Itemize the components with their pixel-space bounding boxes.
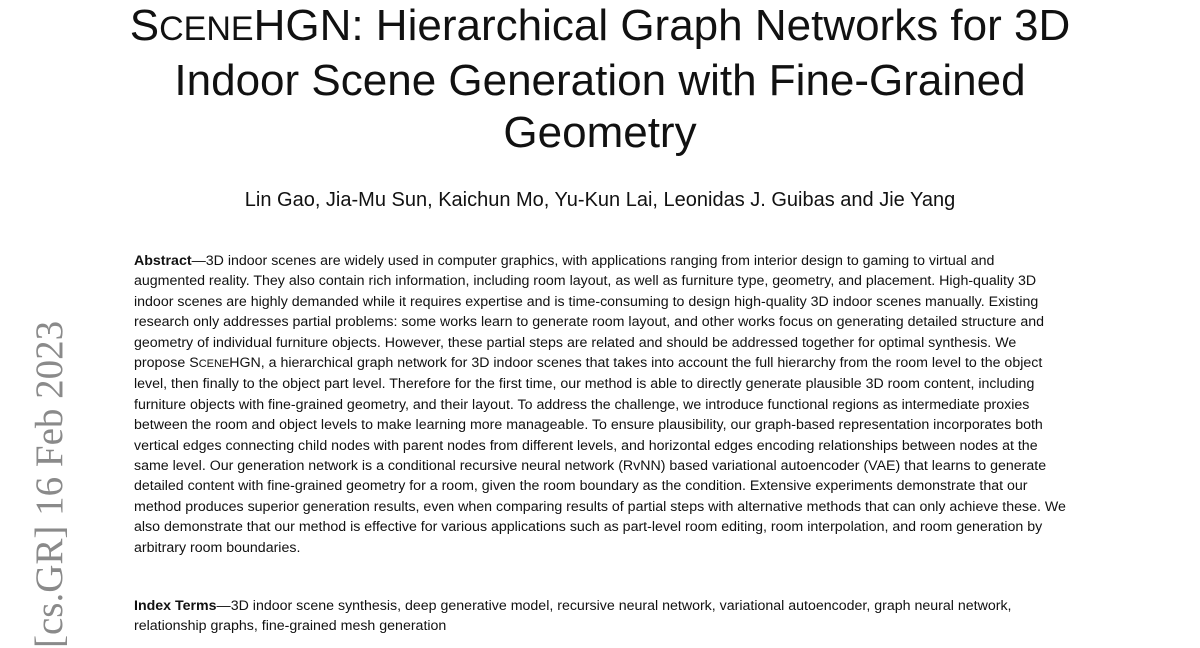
author-list: Lin Gao, Jia-Mu Sun, Kaichun Mo, Yu-Kun Lai, Leonidas J. Guibas and Jie Yang bbox=[244, 189, 956, 211]
abstract-text-part1: 3D indoor scenes are widely used in computer graphics, with applications ranging from interior design to gaming to virtual and augmented reality. They also contain rich information, including room layout, as well as furniture type, geometry, and placement. High-quality 3D indoor scenes are highly demanded while it requires expertise and is time-consuming to design high-quality 3D indoor scenes manually. Existing research only addresses partial problems: some works learn to generate room layout, and other works focus on generating detailed structure and geometry of individual furniture objects. However, these partial steps are related and should be addressed together for optimal synthesis. We propose bbox=[134, 253, 1045, 372]
abstract-method-initial: S bbox=[189, 355, 199, 372]
abstract-dash: — bbox=[191, 253, 206, 269]
index-terms-label: Index Terms bbox=[134, 598, 217, 614]
index-terms-text: 3D indoor scene synthesis, deep generative model, recursive neural network, variational autoencoder, graph neural network, relationship graphs, fine-grained mesh generation bbox=[134, 598, 1012, 635]
title-method-smallcaps: CENE bbox=[159, 10, 254, 48]
abstract-label: Abstract bbox=[134, 253, 192, 269]
arxiv-side-stamp: [cs.GR] 16 Feb 2023 bbox=[28, 320, 71, 648]
title-method-initial: S bbox=[129, 1, 160, 50]
title-rest: : Hierarchical Graph Networks for 3D Indoor Scene Generation with Fine-Grained Geometry bbox=[174, 1, 1071, 157]
abstract bbox=[134, 251, 1068, 558]
abstract-text-part2: , a hierarchical graph network for 3D indoor scenes that takes into account the full hierarchy from the room level to the object level, then finally to the object part level. Therefore for the first time, our method is able to directly generate plausible 3D room content, including furniture objects with fine-grained geometry, and their layout. To address the challenge, we introduce functional regions as intermediate proxies between the room and object levels to make learning more manageable. To ensure plausibility, our graph-based representation incorporates both vertical edges connecting child nodes with parent nodes from different levels, and horizontal edges encoding relationships between nodes at the same level. Our generation network is a conditional recursive neural network (RvNN) based variational autoencoder (VAE) that learns to generate detailed content with fine-grained geometry for a room, given the room boundary as the condition. Extensive experiments demonstrate that our method produces superior generation results, even when comparing results of partial steps with alternative methods that can only achieve these. We also demonstrate that our method is effective for various applications such as part-level room editing, room interpolation, and room generation by arbitrary room boundaries. bbox=[134, 355, 1066, 556]
abstract-method-suffix: HGN bbox=[229, 355, 261, 372]
index-terms-dash: — bbox=[216, 598, 231, 614]
title-method-suffix: HGN bbox=[253, 1, 352, 50]
paper-title bbox=[80, 0, 1120, 159]
index-terms bbox=[134, 596, 1068, 637]
abstract-method-smallcaps: CENE bbox=[198, 358, 230, 371]
